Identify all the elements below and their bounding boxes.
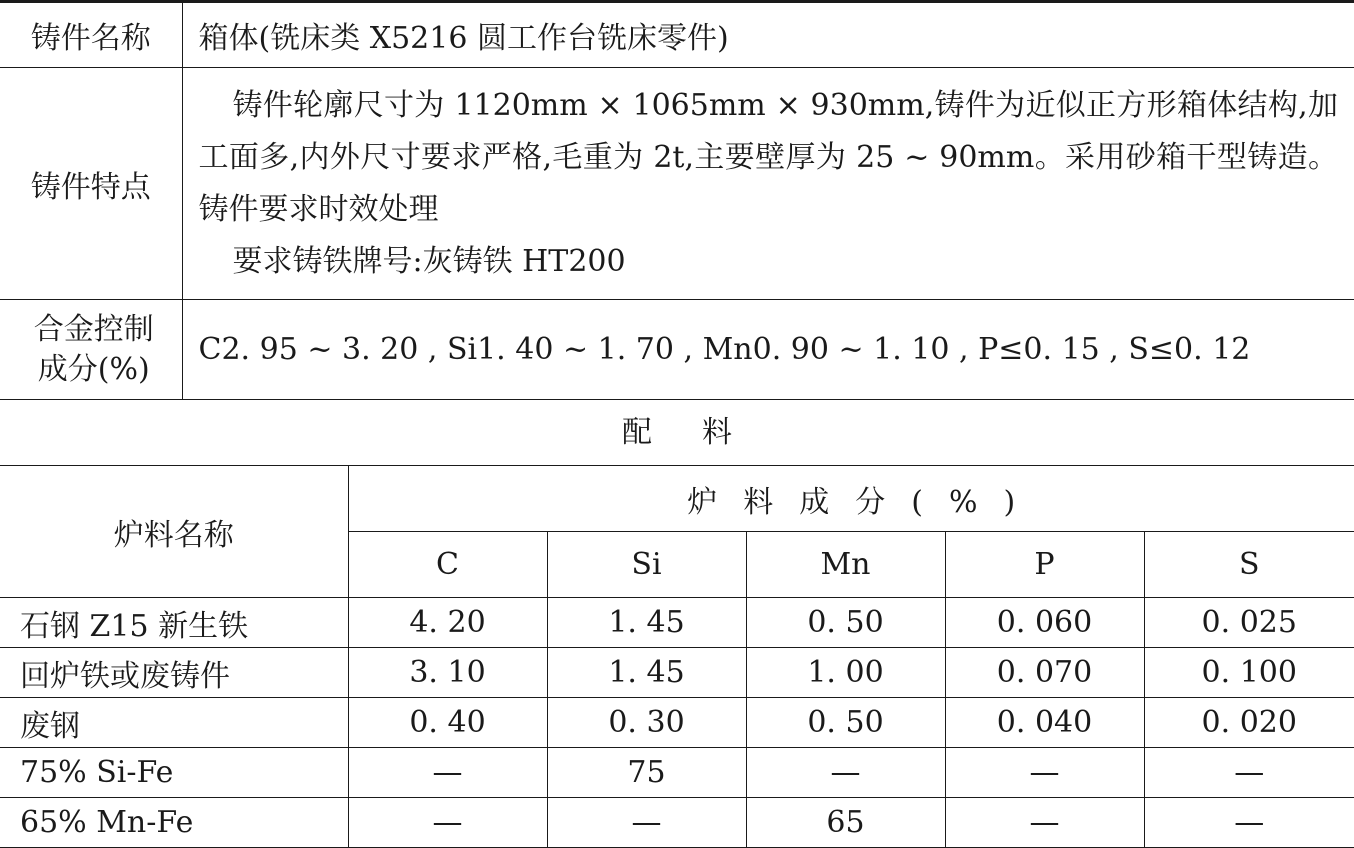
charge-header-row: [0, 466, 1354, 532]
value-p: 0. 060: [945, 598, 1144, 648]
column-header-si: Si: [547, 532, 746, 598]
material-name: 回炉铁或废铸件: [0, 648, 348, 698]
charge-table: [0, 465, 1354, 848]
value-p: —: [945, 798, 1144, 848]
value-s: 0. 025: [1144, 598, 1354, 648]
composition-header: 炉料成分(%): [348, 466, 1354, 532]
value-si: 0. 30: [547, 698, 746, 748]
alloy-label-line1: 合金控制: [33, 311, 154, 347]
column-header-p: P: [945, 532, 1144, 598]
casting-features-text: 铸件轮廓尺寸为 1120mm × 1065mm × 930mm,铸件为近似正方形箱体结构,加工面多,内外尺寸要求严格,毛重为 2t,主要壁厚为 25 ~ 90mm。采用砂箱干型铸造。铸件要求时效处理: [198, 87, 1338, 227]
column-header-c: C: [348, 532, 547, 598]
value-s: —: [1144, 798, 1354, 848]
value-si: 1. 45: [547, 648, 746, 698]
column-header-mn: Mn: [746, 532, 945, 598]
value-c: 3. 10: [348, 648, 547, 698]
value-mn: 0. 50: [746, 698, 945, 748]
charge-caption: 配料: [622, 415, 782, 450]
value-c: 4. 20: [348, 598, 547, 648]
value-c: —: [348, 798, 547, 848]
table-row: [0, 598, 1354, 648]
value-c: —: [348, 748, 547, 798]
casting-features-cell: [182, 68, 1354, 300]
value-p: 0. 040: [945, 698, 1144, 748]
table-row: [0, 648, 1354, 698]
value-si: —: [547, 798, 746, 848]
value-s: —: [1144, 748, 1354, 798]
value-mn: —: [746, 748, 945, 798]
casting-name-value: 箱体(铣床类 X5216 圆工作台铣床零件): [182, 2, 1354, 68]
casting-name-label: 铸件名称: [0, 2, 182, 68]
value-mn: 65: [746, 798, 945, 848]
material-name: 废钢: [0, 698, 348, 748]
table-row: [0, 698, 1354, 748]
value-si: 75: [547, 748, 746, 798]
casting-features-row: [0, 68, 1354, 300]
alloy-label-line2: 成分(%): [37, 351, 150, 387]
value-s: 0. 020: [1144, 698, 1354, 748]
material-name: 石钢 Z15 新生铁: [0, 598, 348, 648]
table-row: [0, 748, 1354, 798]
casting-name-row: [0, 2, 1354, 68]
alloy-composition-row: [0, 300, 1354, 400]
value-mn: 1. 00: [746, 648, 945, 698]
casting-grade-text: 要求铸铁牌号:灰铸铁 HT200: [232, 243, 626, 279]
alloy-composition-value: C2. 95 ~ 3. 20 , Si1. 40 ~ 1. 70 , Mn0. 90 ~ 1. 10 , P≤0. 15 , S≤0. 12: [182, 300, 1354, 400]
value-p: —: [945, 748, 1144, 798]
material-name-header: 炉料名称: [0, 466, 348, 598]
alloy-composition-label: [0, 300, 182, 400]
material-name: 75% Si-Fe: [0, 748, 348, 798]
value-si: 1. 45: [547, 598, 746, 648]
value-p: 0. 070: [945, 648, 1144, 698]
material-name: 65% Mn-Fe: [0, 798, 348, 848]
value-s: 0. 100: [1144, 648, 1354, 698]
table-row: [0, 798, 1354, 848]
casting-features-label: 铸件特点: [0, 68, 182, 300]
value-c: 0. 40: [348, 698, 547, 748]
casting-info-table: [0, 0, 1354, 400]
column-header-s: S: [1144, 532, 1354, 598]
value-mn: 0. 50: [746, 598, 945, 648]
